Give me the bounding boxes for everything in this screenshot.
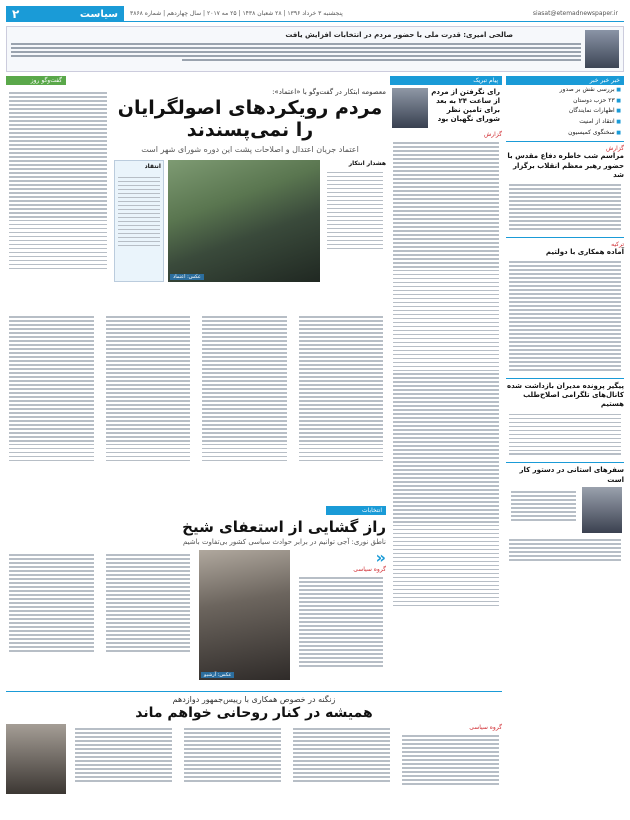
main-story-photo bbox=[168, 160, 320, 282]
story1-kicker: گزارش bbox=[605, 145, 624, 153]
story1-title: مراسم شب خاطره دفاع مقدس با حضور رهبر معظم انقلاب برگزار شد bbox=[507, 152, 624, 179]
news-bullets bbox=[506, 85, 624, 138]
photo-caption: عکس: اعتماد bbox=[170, 274, 204, 280]
main-story-band: گفت‌وگو روز bbox=[6, 76, 66, 85]
story4-photo bbox=[582, 487, 622, 533]
main-story-title: مردم رویکردهای اصولگرایان را نمی‌پسندند bbox=[117, 97, 383, 141]
main-story-kicker: معصومه ابتکار در گفت‌وگو با «اعتماد»: bbox=[272, 88, 386, 96]
headline-box bbox=[6, 26, 624, 72]
bullet-item: ■ بررسی نقش بر صدور bbox=[506, 85, 624, 96]
mid-story-kicker: گروه سیاسی bbox=[353, 566, 386, 573]
story2-kicker: ترکیه bbox=[611, 240, 624, 248]
mid-photo-caption: عکس: آرشیو bbox=[201, 672, 234, 678]
bullet-item: ■ انتقاد از امنیت bbox=[506, 117, 624, 128]
left-strip bbox=[6, 76, 114, 686]
section-name: سیاست bbox=[79, 8, 118, 20]
headline-photo bbox=[585, 30, 619, 68]
section-tag bbox=[6, 6, 124, 22]
story2-title: آماده همکاری با دولتیم bbox=[545, 247, 624, 256]
story4-title: سفرهای استانی در دستور کار است bbox=[519, 466, 624, 484]
quote-icon: « bbox=[375, 548, 386, 567]
top-bar bbox=[6, 6, 624, 22]
story3-title: پیگیر پرونده مدیران بازداشت شده کانال‌های تلگرامی اصلاح‌طلب هستیم bbox=[506, 381, 624, 409]
page-number: ۲ bbox=[12, 7, 20, 21]
center-right-sub: گزارش bbox=[483, 131, 502, 138]
center-right-photo bbox=[392, 88, 428, 128]
mid-story-photo bbox=[199, 550, 290, 680]
center-right-title: رای نگرفتن از مردم از ساعت ۲۴ به بعد برای تامین نظر شورای نگهبان بود bbox=[431, 88, 500, 124]
headline-body bbox=[11, 41, 581, 69]
bullet-item: ■ اظهارات نمایندگان bbox=[506, 106, 624, 117]
bottom-story-kicker: گروه سیاسی bbox=[469, 724, 502, 731]
masthead-line bbox=[124, 6, 624, 22]
right-band: خبر خبر خبر bbox=[506, 76, 624, 85]
main-story-author: هشدار انتکار bbox=[348, 159, 386, 167]
bottom-story-title: زنگنه در خصوص همکاری با رییس‌جمهور دوازدهم bbox=[172, 695, 336, 704]
mid-story-sub: ناطق نوری: آجی توانیم در برابر حوادث سیاسی کشور بی‌تفاوت باشیم bbox=[183, 538, 386, 546]
right-column bbox=[506, 76, 624, 814]
bottom-story-headline: همیشه در کنار روحانی خواهم ماند bbox=[135, 705, 373, 721]
site-email[interactable]: siasat@etemadnewspaper.ir bbox=[532, 10, 618, 17]
mid-story-band: انتخابات bbox=[326, 506, 386, 515]
bottom-story-photo bbox=[6, 724, 66, 794]
center-right-band: پیام تبریک bbox=[390, 76, 502, 85]
bullet-item: ■ ۲۳ حزب دوستان bbox=[506, 96, 624, 107]
bullet-item: ■ سخنگوی کمیسیون bbox=[506, 128, 624, 139]
bottom-story bbox=[6, 688, 502, 814]
date-line: پنجشنبه ۳ خرداد ۱۳۹۶ | ۲۸ شعبان ۱۴۳۸ | ۲۵ مه ۲۰۱۷ | سال چهاردهم | شماره ۳۸۶۸ bbox=[130, 10, 343, 17]
main-story-sub: اعتماد جریان اعتدال و اصلاحات پشت این دوره شورای شهر است bbox=[141, 144, 359, 154]
boxed-label: انتقاد bbox=[144, 162, 161, 170]
headline-title: صالحی امیری: قدرت ملی با حضور مردم در انتخابات افزایش یافت bbox=[285, 31, 513, 39]
mid-story-title: راز گشایی از استعفای شیخ bbox=[182, 518, 386, 536]
